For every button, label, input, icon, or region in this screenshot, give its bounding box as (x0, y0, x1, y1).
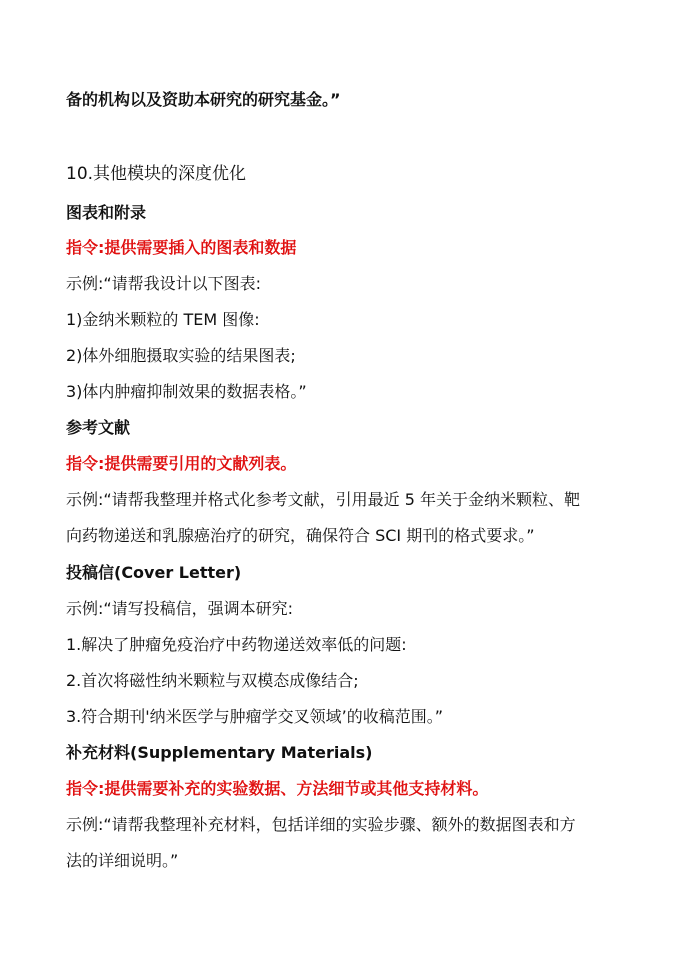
text-line: 3.符合期刊'纳米医学与肿瘤学交叉领域’的收稿范围。” (66, 707, 444, 726)
instruction-line: 指令:提供需要插入的图表和数据 (66, 238, 297, 257)
subsection-heading: 补充材料(Supplementary Materials) (66, 743, 373, 762)
instruction-line: 指令:提供需要补充的实验数据、方法细节或其他支持材料。 (66, 779, 489, 798)
subsection-heading: 图表和附录 (66, 203, 147, 222)
subsection-heading: 参考文献 (66, 418, 131, 437)
text-line: 2)体外细胞摄取实验的结果图表; (66, 346, 296, 365)
text-line: 2.首次将磁性纳米颗粒与双模态成像结合; (66, 671, 359, 690)
text-line: 示例:“请写投稿信，强调本研究: (66, 599, 294, 618)
text-line: 1.解决了肿瘤免疫治疗中药物递送效率低的问题: (66, 635, 407, 654)
text-line: 示例:“请帮我整理补充材料，包括详细的实验步骤、额外的数据图表和方 (66, 815, 576, 834)
text-line: 示例:“请帮我设计以下图表: (66, 274, 262, 293)
text-line: 向药物递送和乳腺癌治疗的研究，确保符合 SCI 期刊的格式要求。” (66, 526, 535, 545)
text-line: 法的详细说明。” (66, 851, 179, 870)
text-line: 备的机构以及资助本研究的研究基金。” (66, 90, 341, 109)
instruction-line: 指令:提供需要引用的文献列表。 (66, 454, 297, 473)
text-line: 1)金纳米颗粒的 TEM 图像: (66, 310, 260, 329)
text-line: 3)体内肿瘤抑制效果的数据表格。” (66, 382, 307, 401)
text-line: 示例:“请帮我整理并格式化参考文献，引用最近 5 年关于金纳米颗粒、靶 (66, 490, 581, 509)
subsection-heading: 投稿信(Cover Letter) (66, 563, 242, 582)
section-heading: 10.其他模块的深度优化 (66, 164, 247, 184)
